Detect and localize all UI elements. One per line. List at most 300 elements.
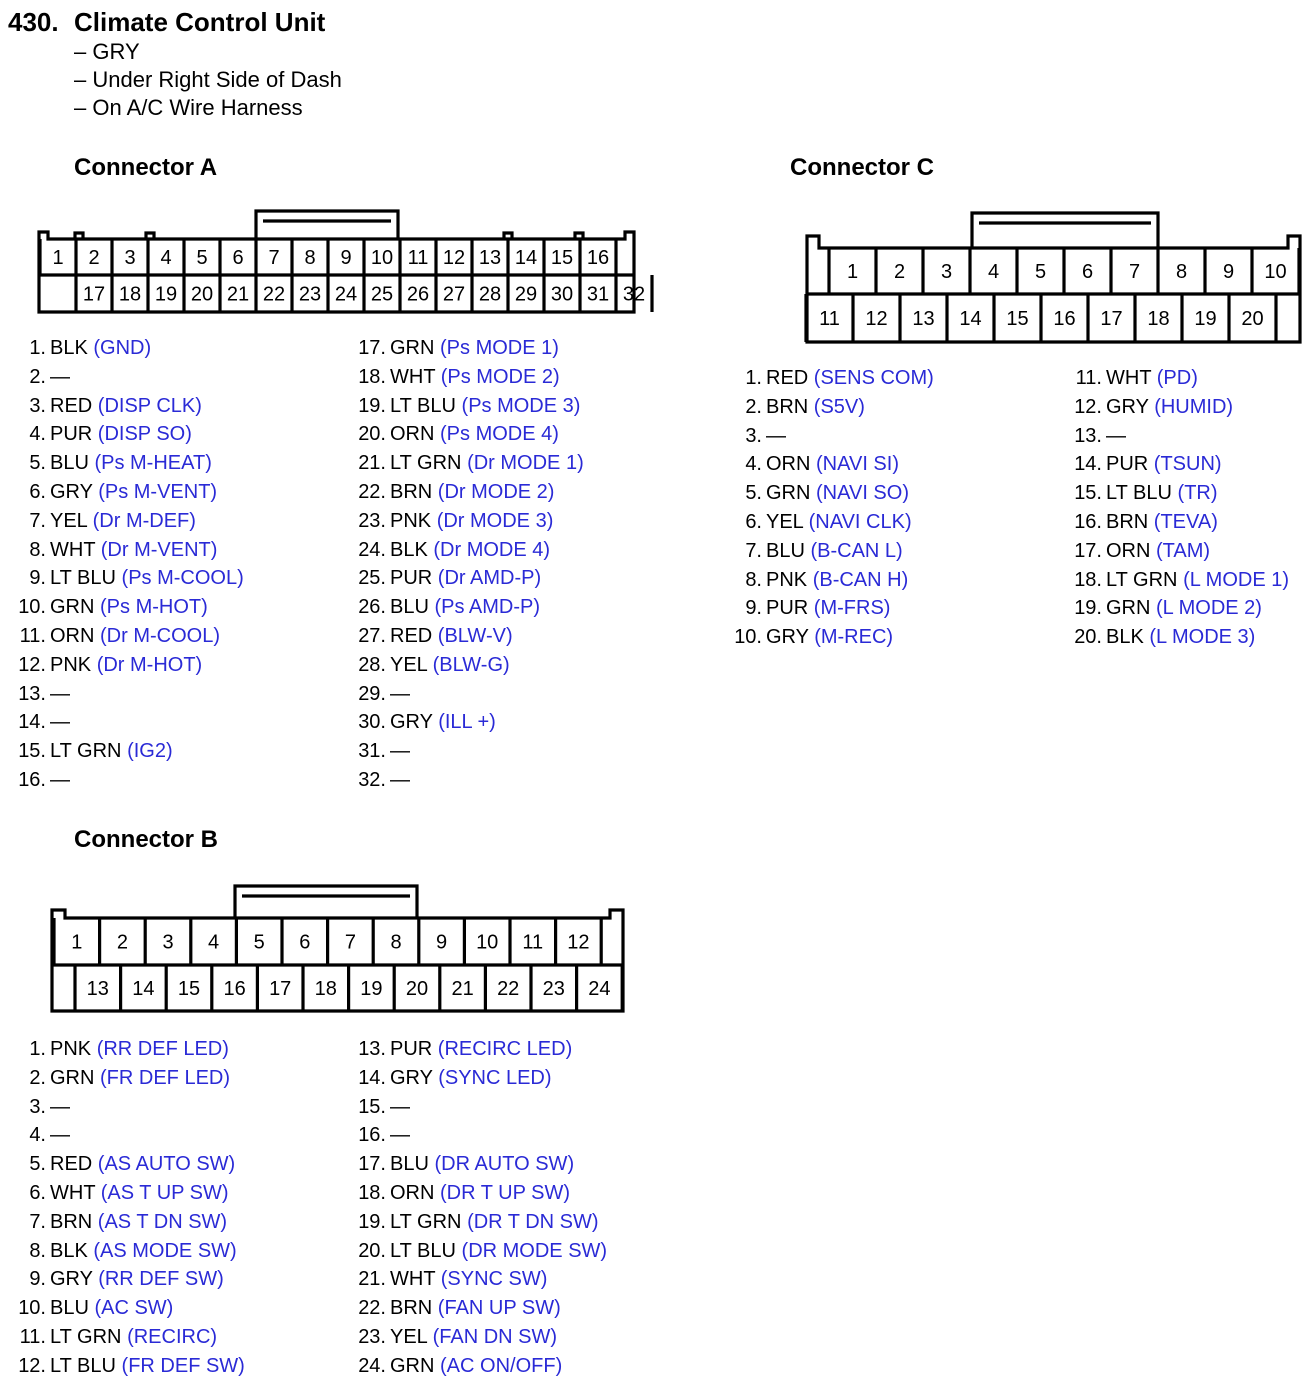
pin-function: (Ps M-HOT) bbox=[100, 596, 208, 619]
pin-function: (AS T DN SW) bbox=[97, 1210, 228, 1233]
wire-color: YEL bbox=[766, 510, 804, 533]
pin-number: 25. bbox=[358, 567, 386, 590]
connector-a-cavity-20: 20 bbox=[190, 283, 214, 306]
connector-c-pin-5 bbox=[722, 479, 934, 508]
connector-a-pin-26 bbox=[346, 593, 584, 622]
connector-b-cavity-1: 1 bbox=[71, 931, 83, 954]
pin-function: (SYNC LED) bbox=[438, 1066, 552, 1089]
connector-b-pinout-right bbox=[346, 1035, 607, 1381]
connector-a-cavity-18: 18 bbox=[118, 283, 142, 306]
detail-location: – Under Right Side of Dash bbox=[74, 67, 342, 92]
connector-c-pin-19 bbox=[1062, 594, 1289, 623]
pin-number: 11. bbox=[19, 1325, 46, 1348]
pin-function: (Ps MODE 4) bbox=[440, 423, 559, 446]
wire-color: GRY bbox=[50, 480, 93, 503]
wire-color: ORN bbox=[1106, 539, 1151, 562]
pin-function: (Dr MODE 4) bbox=[433, 538, 551, 561]
wire-color: GRN bbox=[390, 1354, 435, 1377]
connector-b-cavity-18: 18 bbox=[314, 978, 337, 1000]
connector-a-pin-21 bbox=[346, 449, 584, 478]
connector-b-cavity-12: 12 bbox=[567, 931, 590, 954]
wire-color: BLU bbox=[50, 1297, 89, 1320]
pin-function: (FAN DN SW) bbox=[432, 1325, 558, 1348]
pin-function: (SYNC SW) bbox=[440, 1268, 548, 1291]
wire-color: PUR bbox=[390, 567, 433, 590]
pin-number: 3. bbox=[29, 394, 46, 417]
wire-color: ORN bbox=[390, 1181, 435, 1204]
connector-b-pin-16 bbox=[346, 1121, 607, 1150]
pin-function: (TEVA) bbox=[1153, 510, 1218, 533]
connector-c-pinout-right bbox=[1062, 364, 1289, 652]
pin-number: 5. bbox=[745, 482, 762, 505]
connector-c-pin-16 bbox=[1062, 508, 1289, 537]
connector-b-pin-5 bbox=[6, 1150, 245, 1179]
connector-c-pinout-left bbox=[722, 364, 934, 652]
connector-a-pin-1 bbox=[6, 334, 244, 363]
pin-function: (Ps AMD-P) bbox=[434, 596, 541, 619]
pin-number: 16. bbox=[1074, 510, 1102, 533]
wire-color: GRN bbox=[50, 1066, 95, 1089]
connector-c-pin-9 bbox=[722, 594, 934, 623]
wire-color: BRN bbox=[50, 1210, 93, 1233]
connector-b-pin-22 bbox=[346, 1294, 607, 1323]
connector-a-cavity-16: 16 bbox=[586, 247, 610, 269]
connector-a-cavity-24: 24 bbox=[334, 283, 358, 306]
connector-a-pin-27 bbox=[346, 622, 584, 651]
pin-number: 9. bbox=[29, 567, 46, 590]
connector-a-cavity-3: 3 bbox=[124, 247, 136, 269]
pin-number: 13. bbox=[358, 1038, 386, 1060]
connector-a-pin-12 bbox=[6, 651, 244, 680]
connector-c-cavity-2: 2 bbox=[893, 261, 906, 283]
pin-number: 10. bbox=[18, 1297, 46, 1320]
wire-color: GRY bbox=[50, 1268, 93, 1291]
wire-color: — bbox=[766, 424, 786, 447]
pin-function: (Dr MODE 2) bbox=[437, 480, 555, 503]
wire-color: PNK bbox=[390, 509, 432, 532]
wire-color: LT BLU bbox=[390, 1239, 456, 1262]
pin-function: (Dr M-VENT) bbox=[100, 538, 218, 561]
connector-c-pin-4 bbox=[722, 450, 934, 479]
pin-number: 2. bbox=[29, 365, 46, 388]
wire-color: LT BLU bbox=[1106, 482, 1172, 505]
connector-b-pin-1 bbox=[6, 1035, 245, 1064]
pin-number: 12. bbox=[1074, 395, 1102, 418]
connector-a-cavity-19: 19 bbox=[154, 283, 178, 306]
connector-a-pin-11 bbox=[6, 622, 244, 651]
pin-number: 28. bbox=[358, 653, 386, 676]
connector-c-pin-1 bbox=[722, 364, 934, 393]
wire-color: GRN bbox=[1106, 597, 1151, 620]
connector-a-pin-30 bbox=[346, 708, 584, 737]
pin-function: (DR T UP SW) bbox=[440, 1181, 571, 1204]
pin-function: (HUMID) bbox=[1154, 395, 1234, 418]
connector-a-cavity-1: 1 bbox=[52, 247, 64, 269]
connector-b-pin-10 bbox=[6, 1294, 245, 1323]
wire-color: BLK bbox=[390, 538, 428, 561]
connector-b-cavity-16: 16 bbox=[223, 978, 246, 1000]
pin-function: (ILL +) bbox=[438, 711, 496, 734]
pin-number: 5. bbox=[29, 1153, 46, 1176]
pin-number: 7. bbox=[29, 509, 46, 532]
wire-color: YEL bbox=[390, 653, 428, 676]
connector-c-cavity-15: 15 bbox=[1006, 308, 1029, 330]
unit-details bbox=[74, 38, 342, 122]
item-number: 430. bbox=[8, 7, 59, 37]
wire-color: — bbox=[50, 711, 70, 734]
connector-b-pin-8 bbox=[6, 1237, 245, 1266]
pin-number: 12. bbox=[18, 653, 46, 676]
wire-color: PNK bbox=[766, 568, 808, 591]
connector-c-pin-17 bbox=[1062, 537, 1289, 566]
wire-color: — bbox=[1106, 424, 1126, 447]
pin-number: 24. bbox=[358, 1354, 386, 1377]
wire-color: GRY bbox=[390, 1066, 433, 1089]
wire-color: GRN bbox=[390, 337, 435, 359]
wire-color: BLU bbox=[50, 452, 89, 475]
pin-number: 6. bbox=[745, 510, 762, 533]
connector-a-pinout-left bbox=[6, 334, 244, 795]
connector-b-cavity-9: 9 bbox=[436, 931, 448, 954]
pin-number: 18. bbox=[358, 365, 386, 388]
connector-a-pin-18 bbox=[346, 363, 584, 392]
wire-color: RED bbox=[50, 394, 93, 417]
wire-color: BLK bbox=[50, 1239, 88, 1262]
connector-a-pin-4 bbox=[6, 420, 244, 449]
pin-number: 2. bbox=[745, 395, 762, 418]
connector-a-cavity-13: 13 bbox=[478, 247, 502, 269]
connector-c-cavity-17: 17 bbox=[1100, 308, 1123, 330]
connector-a-pin-32 bbox=[346, 766, 584, 795]
connector-a-cavity-10: 10 bbox=[370, 247, 394, 269]
connector-a-pin-13 bbox=[6, 680, 244, 709]
connector-c-cavity-7: 7 bbox=[1128, 261, 1141, 283]
connector-c-cavity-11: 11 bbox=[819, 308, 840, 330]
pin-function: (FAN UP SW) bbox=[437, 1297, 561, 1320]
pin-function: (FR DEF SW) bbox=[121, 1354, 245, 1377]
pin-number: 13. bbox=[18, 682, 46, 705]
pin-number: 29. bbox=[358, 682, 386, 705]
wire-color: YEL bbox=[390, 1325, 428, 1348]
wire-color: PUR bbox=[1106, 453, 1149, 476]
title-block bbox=[8, 6, 342, 122]
pin-number: 18. bbox=[358, 1181, 386, 1204]
pin-function: (AC ON/OFF) bbox=[440, 1354, 563, 1377]
wire-color: BRN bbox=[390, 1297, 433, 1320]
connector-a-cavity-25: 25 bbox=[370, 283, 394, 306]
connector-b-cavity-24: 24 bbox=[588, 978, 611, 1000]
pin-number: 9. bbox=[745, 597, 762, 620]
connector-c-cavity-16: 16 bbox=[1053, 308, 1076, 330]
connector-b-pin-21 bbox=[346, 1265, 607, 1294]
wire-color: BRN bbox=[766, 395, 809, 418]
connector-a-pin-31 bbox=[346, 737, 584, 766]
pin-number: 6. bbox=[29, 1181, 46, 1204]
connector-c-pin-13 bbox=[1062, 422, 1289, 451]
pin-number: 4. bbox=[29, 1124, 46, 1147]
pin-function: (RECIRC) bbox=[127, 1325, 218, 1348]
pin-number: 7. bbox=[29, 1210, 46, 1233]
connector-a-cavity-12: 12 bbox=[442, 247, 466, 269]
connector-a-cavity-9: 9 bbox=[340, 247, 352, 269]
connector-b-latch bbox=[235, 886, 417, 918]
connector-a-pin-23 bbox=[346, 507, 584, 536]
connector-a-pin-22 bbox=[346, 478, 584, 507]
connector-a-pin-16 bbox=[6, 766, 244, 795]
wire-color: LT GRN bbox=[390, 452, 462, 475]
wire-color: PNK bbox=[50, 653, 92, 676]
connector-b-pin-6 bbox=[6, 1179, 245, 1208]
pin-number: 1. bbox=[29, 1038, 46, 1060]
wire-color: BRN bbox=[1106, 510, 1149, 533]
connector-c-cavity-3: 3 bbox=[940, 261, 953, 283]
pin-number: 15. bbox=[358, 1095, 386, 1118]
pin-number: 16. bbox=[358, 1124, 386, 1147]
connector-b-cavity-22: 22 bbox=[497, 978, 520, 1000]
pin-number: 23. bbox=[358, 1325, 386, 1348]
connector-c-title: Connector C bbox=[790, 154, 934, 181]
connector-c-cavity-19: 19 bbox=[1194, 308, 1217, 330]
pin-number: 13. bbox=[1074, 424, 1102, 447]
pin-function: (TSUN) bbox=[1153, 453, 1222, 476]
pin-function: (Ps MODE 3) bbox=[461, 394, 581, 417]
connector-a-pin-9 bbox=[6, 564, 244, 593]
connector-c-cavity-14: 14 bbox=[959, 308, 982, 330]
connector-c-pin-8 bbox=[722, 566, 934, 595]
pin-function: (Dr M-COOL) bbox=[100, 624, 220, 647]
pin-number: 15. bbox=[18, 740, 46, 763]
pin-number: 4. bbox=[745, 453, 762, 476]
pin-function: (Dr MODE 3) bbox=[436, 509, 554, 532]
pin-function: (BLW-V) bbox=[437, 624, 513, 647]
connector-a-pin-29 bbox=[346, 680, 584, 709]
connector-b-pin-11 bbox=[6, 1323, 245, 1352]
connector-a-pin-28 bbox=[346, 651, 584, 680]
connector-a-cavity-22: 22 bbox=[262, 283, 286, 306]
pin-number: 2. bbox=[29, 1066, 46, 1089]
pin-number: 5. bbox=[29, 452, 46, 475]
connector-c-cavity-18: 18 bbox=[1147, 308, 1170, 330]
pin-function: (AC SW) bbox=[94, 1297, 174, 1320]
wire-color: GRY bbox=[390, 711, 433, 734]
pin-function: (Ps M-VENT) bbox=[98, 480, 218, 503]
connector-c-pin-3 bbox=[722, 422, 934, 451]
pin-function: (NAVI SO) bbox=[816, 482, 909, 505]
wire-color: BLU bbox=[390, 1153, 429, 1176]
connector-c-cavity-6: 6 bbox=[1081, 261, 1094, 283]
connector-c-cavity-4: 4 bbox=[987, 261, 1000, 283]
pin-function: (DISP SO) bbox=[97, 423, 192, 446]
connector-b-pin-13 bbox=[346, 1035, 607, 1064]
connector-a-pin-15 bbox=[6, 737, 244, 766]
connector-b-cavity-15: 15 bbox=[177, 978, 201, 1000]
wire-color: LT BLU bbox=[390, 394, 456, 417]
connector-b-pin-23 bbox=[346, 1323, 607, 1352]
wire-color: ORN bbox=[766, 453, 811, 476]
wire-color: RED bbox=[766, 367, 809, 389]
pin-number: 7. bbox=[745, 539, 762, 562]
connector-b-pin-18 bbox=[346, 1179, 607, 1208]
connector-a-pin-19 bbox=[346, 392, 584, 421]
connector-a-pin-10 bbox=[6, 593, 244, 622]
pin-function: (L MODE 3) bbox=[1149, 626, 1256, 649]
pin-number: 17. bbox=[1074, 539, 1102, 562]
pin-number: 26. bbox=[358, 596, 386, 619]
pin-function: (B-CAN L) bbox=[810, 539, 903, 562]
pin-function: (S5V) bbox=[813, 395, 865, 418]
wire-color: LT BLU bbox=[50, 1354, 116, 1377]
wire-color: — bbox=[50, 1095, 70, 1118]
connector-a-cavity-21: 21 bbox=[226, 283, 250, 306]
pin-number: 14. bbox=[1074, 453, 1102, 476]
pin-function: (Dr M-HOT) bbox=[96, 653, 203, 676]
connector-a-cavity-17: 17 bbox=[82, 283, 106, 306]
connector-c-diagram bbox=[798, 205, 1310, 355]
connector-b-pin-9 bbox=[6, 1265, 245, 1294]
connector-c-pin-12 bbox=[1062, 393, 1289, 422]
connector-b-diagram bbox=[44, 878, 634, 1020]
pin-function: (PD) bbox=[1156, 367, 1198, 389]
connector-a-cavity-30: 30 bbox=[550, 283, 574, 306]
connector-c-pin-10 bbox=[722, 623, 934, 652]
connector-b-cavity-5: 5 bbox=[253, 931, 265, 954]
pin-function: (FR DEF LED) bbox=[100, 1066, 231, 1089]
pin-number: 8. bbox=[745, 568, 762, 591]
wire-color: LT GRN bbox=[1106, 568, 1178, 591]
pin-function: (DR MODE SW) bbox=[461, 1239, 608, 1262]
connector-a-cavity-6: 6 bbox=[232, 247, 244, 269]
pin-function: (M-REC) bbox=[814, 626, 894, 649]
connector-b-cavity-20: 20 bbox=[405, 978, 429, 1000]
connector-a-cavity-29: 29 bbox=[514, 283, 538, 306]
connector-b-pin-12 bbox=[6, 1352, 245, 1381]
pin-function: (Dr MODE 1) bbox=[467, 452, 584, 475]
connector-a-cavity-5: 5 bbox=[196, 247, 208, 269]
pin-number: 14. bbox=[358, 1066, 386, 1089]
pin-number: 27. bbox=[358, 624, 386, 647]
connector-a-cavity-4: 4 bbox=[160, 247, 172, 269]
pin-number: 32. bbox=[358, 768, 386, 791]
pin-number: 3. bbox=[29, 1095, 46, 1118]
pin-number: 31. bbox=[358, 740, 386, 763]
connector-c-cavity-8: 8 bbox=[1175, 261, 1188, 283]
connector-c-cavity-12: 12 bbox=[865, 308, 888, 330]
pin-function: (TAM) bbox=[1156, 539, 1211, 562]
pin-function: (Ps MODE 1) bbox=[440, 337, 559, 359]
pin-function: (DR T DN SW) bbox=[467, 1210, 599, 1233]
connector-b-pinout-left bbox=[6, 1035, 245, 1381]
wire-color: GRN bbox=[766, 482, 811, 505]
pin-number: 19. bbox=[1074, 597, 1102, 620]
wire-color: PUR bbox=[50, 423, 93, 446]
pin-number: 20. bbox=[358, 1239, 386, 1262]
wire-color: PNK bbox=[50, 1038, 92, 1060]
pin-number: 1. bbox=[745, 367, 762, 389]
connector-b-pin-20 bbox=[346, 1237, 607, 1266]
pin-function: (Dr M-DEF) bbox=[92, 509, 196, 532]
wire-color: BRN bbox=[390, 480, 433, 503]
pin-number: 14. bbox=[18, 711, 46, 734]
connector-a-latch bbox=[256, 211, 398, 239]
wire-color: GRY bbox=[1106, 395, 1149, 418]
connector-b-cavity-7: 7 bbox=[344, 931, 356, 954]
connector-c-latch bbox=[972, 213, 1158, 248]
wire-color: PUR bbox=[390, 1038, 433, 1060]
pin-number: 12. bbox=[18, 1354, 46, 1377]
unit-title: Climate Control Unit bbox=[74, 7, 326, 37]
connector-b-cavity-3: 3 bbox=[162, 931, 174, 954]
connector-a-cavity-27: 27 bbox=[442, 283, 466, 306]
wire-color: BLK bbox=[50, 337, 88, 359]
connector-c-pin-15 bbox=[1062, 479, 1289, 508]
pin-function: (DISP CLK) bbox=[97, 394, 202, 417]
pin-number: 22. bbox=[358, 1297, 386, 1320]
pin-number: 9. bbox=[29, 1268, 46, 1291]
pin-number: 16. bbox=[18, 768, 46, 791]
connector-b-cavity-13: 13 bbox=[86, 978, 109, 1000]
connector-a-cavity-26: 26 bbox=[406, 283, 430, 306]
connector-b-pin-7 bbox=[6, 1208, 245, 1237]
pin-function: (B-CAN H) bbox=[812, 568, 909, 591]
pin-number: 30. bbox=[358, 711, 386, 734]
connector-a-pin-3 bbox=[6, 392, 244, 421]
connector-a-pin-5 bbox=[6, 449, 244, 478]
wire-color: — bbox=[50, 768, 70, 791]
pin-number: 10. bbox=[734, 626, 762, 649]
pin-function: (Ps MODE 2) bbox=[440, 365, 560, 388]
connector-b-pin-3 bbox=[6, 1093, 245, 1122]
pin-number: 24. bbox=[358, 538, 386, 561]
connector-a-cavity-32: 32 bbox=[622, 283, 646, 306]
connector-c-cavity-13: 13 bbox=[912, 308, 935, 330]
wire-color: YEL bbox=[50, 509, 88, 532]
pin-function: (NAVI SI) bbox=[816, 453, 899, 476]
pin-number: 3. bbox=[745, 424, 762, 447]
detail-color: – GRY bbox=[74, 39, 140, 64]
pin-function: (TR) bbox=[1177, 482, 1218, 505]
connector-b-cavity-4: 4 bbox=[208, 931, 220, 954]
pin-number: 19. bbox=[358, 394, 386, 417]
connector-a-pin-25 bbox=[346, 564, 584, 593]
connector-b-cavity-21: 21 bbox=[451, 978, 474, 1000]
connector-c-pin-20 bbox=[1062, 623, 1289, 652]
pin-function: (RR DEF SW) bbox=[98, 1268, 224, 1291]
pin-number: 23. bbox=[358, 509, 386, 532]
connector-b-cavity-10: 10 bbox=[476, 931, 499, 954]
connector-a-pin-8 bbox=[6, 536, 244, 565]
connector-a-cavity-2: 2 bbox=[88, 247, 100, 269]
wire-color: RED bbox=[390, 624, 433, 647]
pin-number: 21. bbox=[358, 452, 386, 475]
pin-number: 4. bbox=[29, 423, 46, 446]
pin-function: (L MODE 1) bbox=[1183, 568, 1289, 591]
connector-b-pin-4 bbox=[6, 1121, 245, 1150]
wire-color: — bbox=[390, 1095, 410, 1118]
connector-c-cavity-1: 1 bbox=[846, 261, 859, 283]
connector-a-pin-7 bbox=[6, 507, 244, 536]
connector-b-title: Connector B bbox=[74, 826, 218, 853]
pin-function: (L MODE 2) bbox=[1156, 597, 1262, 620]
connector-b-pin-14 bbox=[346, 1064, 607, 1093]
connector-b-pin-17 bbox=[346, 1150, 607, 1179]
connector-a-cavity-14: 14 bbox=[514, 247, 538, 269]
wire-color: LT GRN bbox=[50, 740, 122, 763]
wire-color: LT GRN bbox=[390, 1210, 462, 1233]
connector-a-pin-6 bbox=[6, 478, 244, 507]
wire-color: WHT bbox=[390, 365, 436, 388]
wire-color: — bbox=[390, 740, 410, 763]
wire-color: BLU bbox=[390, 596, 429, 619]
